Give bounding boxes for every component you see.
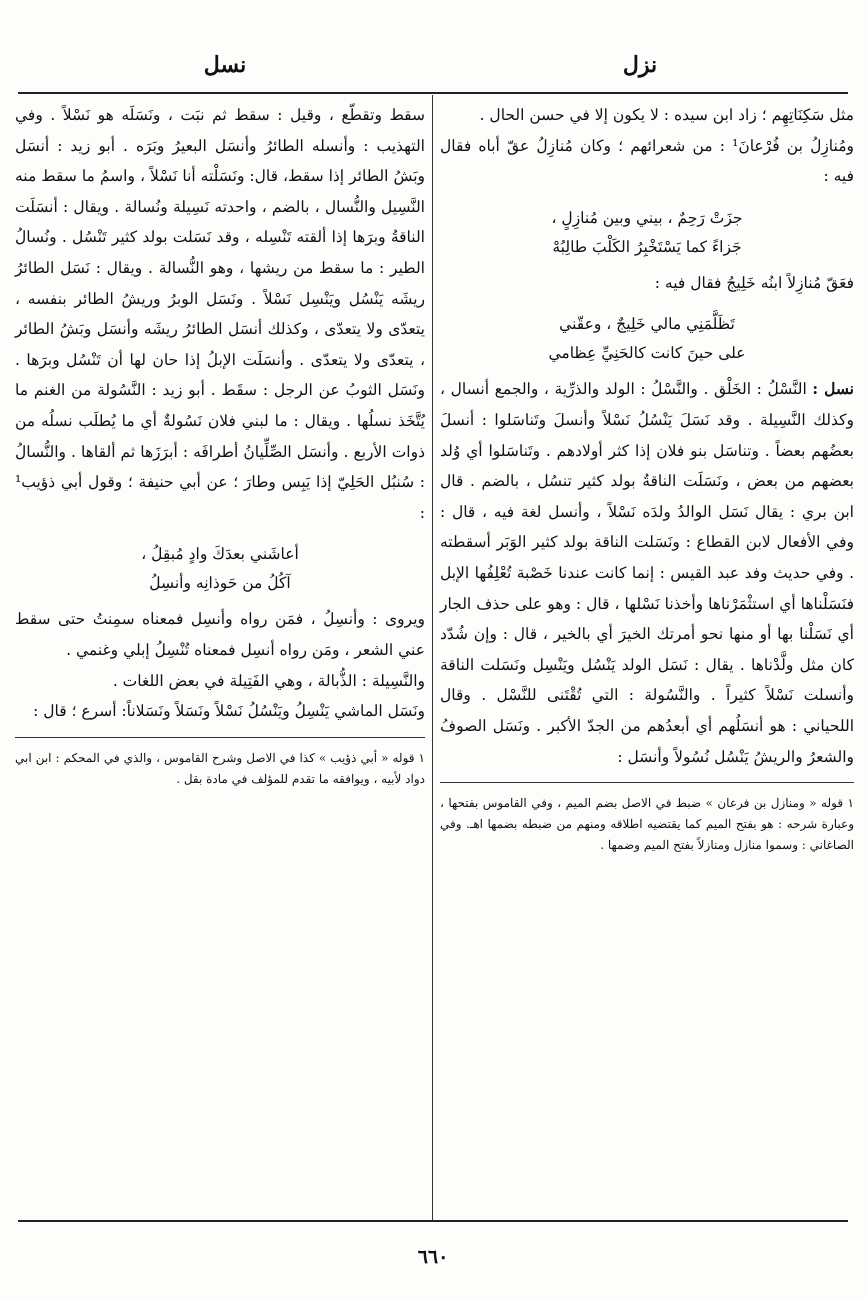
paragraph: ويروى : وأنسِلُ ، فمَن رواه وأنسِل فمعناه سمِنتُ حتى سقط عني الشعر ، ومَن رواه أنسِل فمعناه تُنْسِلُ إبلي وغنمي .: [15, 610, 425, 659]
right-column: [440, 100, 854, 856]
paragraph: فعَقّ مُنازِلاً ابنُه خَلِيجُ فقال فيه :: [654, 273, 854, 292]
paragraph: والنَّسِيلة : الذُّبالة ، وهي الفَتِيلة في بعض اللغات .: [112, 671, 425, 690]
verse-block: [15, 540, 425, 598]
verse-line: تَظَلَّمَنِي مالي خَلِيجٌ ، وعقّني: [559, 315, 735, 334]
footnote: ١ قوله « ومنازل بن فرعان » ضبط في الاصل بضم الميم ، وفي القاموس بفتحها ، وعبارة شرحه : هو بفتح الميم كما يقتضيه اطلاقه ومنهم من ضبطه بضمها اهـ. وفي الصاغاني : وسموا منازل ومنازلاً بفتح الميم وضمها .: [440, 796, 854, 853]
header-rule: [18, 92, 848, 94]
footnote: ١ قوله « أبي ذؤيب » كذا في الاصل وشرح القاموس ، والذي في المحكم : ابن ابي دواد لأبيه ، ويوافقه ما تقدم للمؤلف في مادة بقل .: [15, 750, 425, 786]
verse-line: آكُلُ من حَوذانِه وأنسِلُ: [149, 574, 291, 593]
footer-rule: [18, 1220, 848, 1222]
paragraph: ونَسَل الماشي يَنْسِلُ ويَنْسُلُ نَسْلاً ونَسَلاً ونَسَلاناً: أسرع ؛ قال :: [33, 702, 425, 721]
entry-text: النَّسْلُ : الخَلْق . والنَّسْلُ : الولد والذرِّية ، والجمع أنسال ، وكذلك النَّسِيلة . وقد نَسَلَ يَنْسُلُ نَسْلاً وأنسلَ وتَناسَلوا : أنسلَ بعضُهم بعضاً . وتناسَل بنو فلان إذا كثر أولادهم . وتَناسَلوا أي وُلد بعضهم من بعض ، ونَسَلَت الناقةُ بولد كثير تنسُل ، بالضم . قال ابن بري : يقال نَسَل الوالدُ ولدَه نَسْلاً ، وأنسل لغة فيه ، قال : وفي الأفعال لابن القطاع : ونَسَلت الناقة بولد كثير الوَبَر أسقطته . وفي حديث وفد عبد القيس : إنما كانت عندنا خَصْبة تُعْلِفُها الإبل فنَسَلْناها أي استثْمَرْناها وأخذنا نَسْلها ، قال : وهو على حذف الجار أي نَسَلْنا بها أو منها نحو أمرتك الخيرَ أي بالخير ، قال : وإن شُدّد كان مثل ولَّدْناها . يقال : نَسَل الولد يَنْسُل ويَنْسِل ونَسَلت الناقة وأنسلت نَسْلاً كثيراً . والنَّسُولة : التي تُقْتَنى للنَّسْل . وقال اللحياني : هو أنسَلُهم أي أبعدُهم من الجدّ الأكبر . ونَسَل الصوفُ والشعرُ والريشُ يَنْسُل نُسُولاً وأنسَل :: [440, 380, 854, 766]
entry-paragraph: [440, 374, 854, 772]
running-header-left: نسل: [203, 52, 247, 78]
column-divider: [432, 95, 433, 1220]
paragraph: مثل سَكِنَاتِهِم ؛ زاد ابن سيده : لا يكون إلا في حسن الحال .: [479, 106, 854, 124]
left-column: [15, 100, 425, 790]
verse-line: أعاشَني بعدَكَ وادٍ مُبقِلُ ،: [141, 545, 299, 564]
running-header-right: نزل: [622, 52, 658, 78]
verse-block: [440, 310, 854, 368]
footnote-rule: [440, 782, 854, 783]
entry-headword: نسل :: [812, 379, 854, 399]
verse-block: [440, 204, 854, 262]
verse-line: جزَتْ رَحِمٌ ، بيني وبين مُنازِلٍ ،: [551, 208, 743, 227]
page-number: ٦٦٠: [417, 1246, 449, 1268]
verse-line: على حينَ كانت كالحَنِيِّ عِظامي: [548, 344, 746, 363]
paragraph: سقط وتقطّع ، وقيل : سقط ثم نبَت ، ونَسَلَه هو نَسْلاً . وفي التهذيب : وأنسله الطائرُ وأنسَل البعيرُ وبَرَه . أبو زيد : أنسَل وبَشُ الطائر إذا سقط، قال: ونَسَلْته أنا نَسْلاً ، واسمُ ما سقط منه النَّسِيل والنُّسال ، بالضم ، واحدته نَسِيلة ونُسالة . ويقال : أنسَلَت الناقةُ وبرَها إذا ألقته تَنْسِله ، وقد نَسَلت بولد كثير تَنْسُل . ونُسالُ الطير : ما سقط من ريشها ، وهو النُّسالة . ويقال : نَسَل الطائرُ ريشَه يَنْسُل ويَنْسِل نَسْلاً . ونَسَل الوبرُ وريشُ الطائر بنفسه ، يتعدّى ولا يتعدّى ، وكذلك أنسَل الطائرُ ريشَه وأنسَل وبَشُ الطائر ، يتعدّى ولا يتعدّى . وأنسَلَت الإبلُ إذا حان لها أن تَنْسُل وبرَها . ونَسَل الثوبُ عن الرجل : سقَط . أبو زيد : النَّسُولة من الغنم ما يُتَّخَذ نسلُها . ويقال : ما لبني فلان نَسُولةٌ أي ما يُطلَب نسلُه من ذوات الأربع . وأنسَل الصِّلِّيانُ أطرافَه : أبرَزَها ثم ألقاها . والنُّسالُ : سُنبُل الحَلِيّ إذا يَبِس وطارَ ؛ عن أبي حنيفة ؛ وقول أبي ذؤيب¹ :: [15, 106, 425, 522]
footnote-rule: [15, 737, 425, 738]
paragraph: ومُنازِلُ بن فُرْعانَ¹ : من شعرائهم ؛ وكان مُنازِلُ عقّ أباه فقال فيه :: [440, 136, 854, 186]
verse-line: جَزاءً كما يَسْتَخْبِرُ الكَلْبَ طالِبُهْ: [552, 237, 742, 256]
